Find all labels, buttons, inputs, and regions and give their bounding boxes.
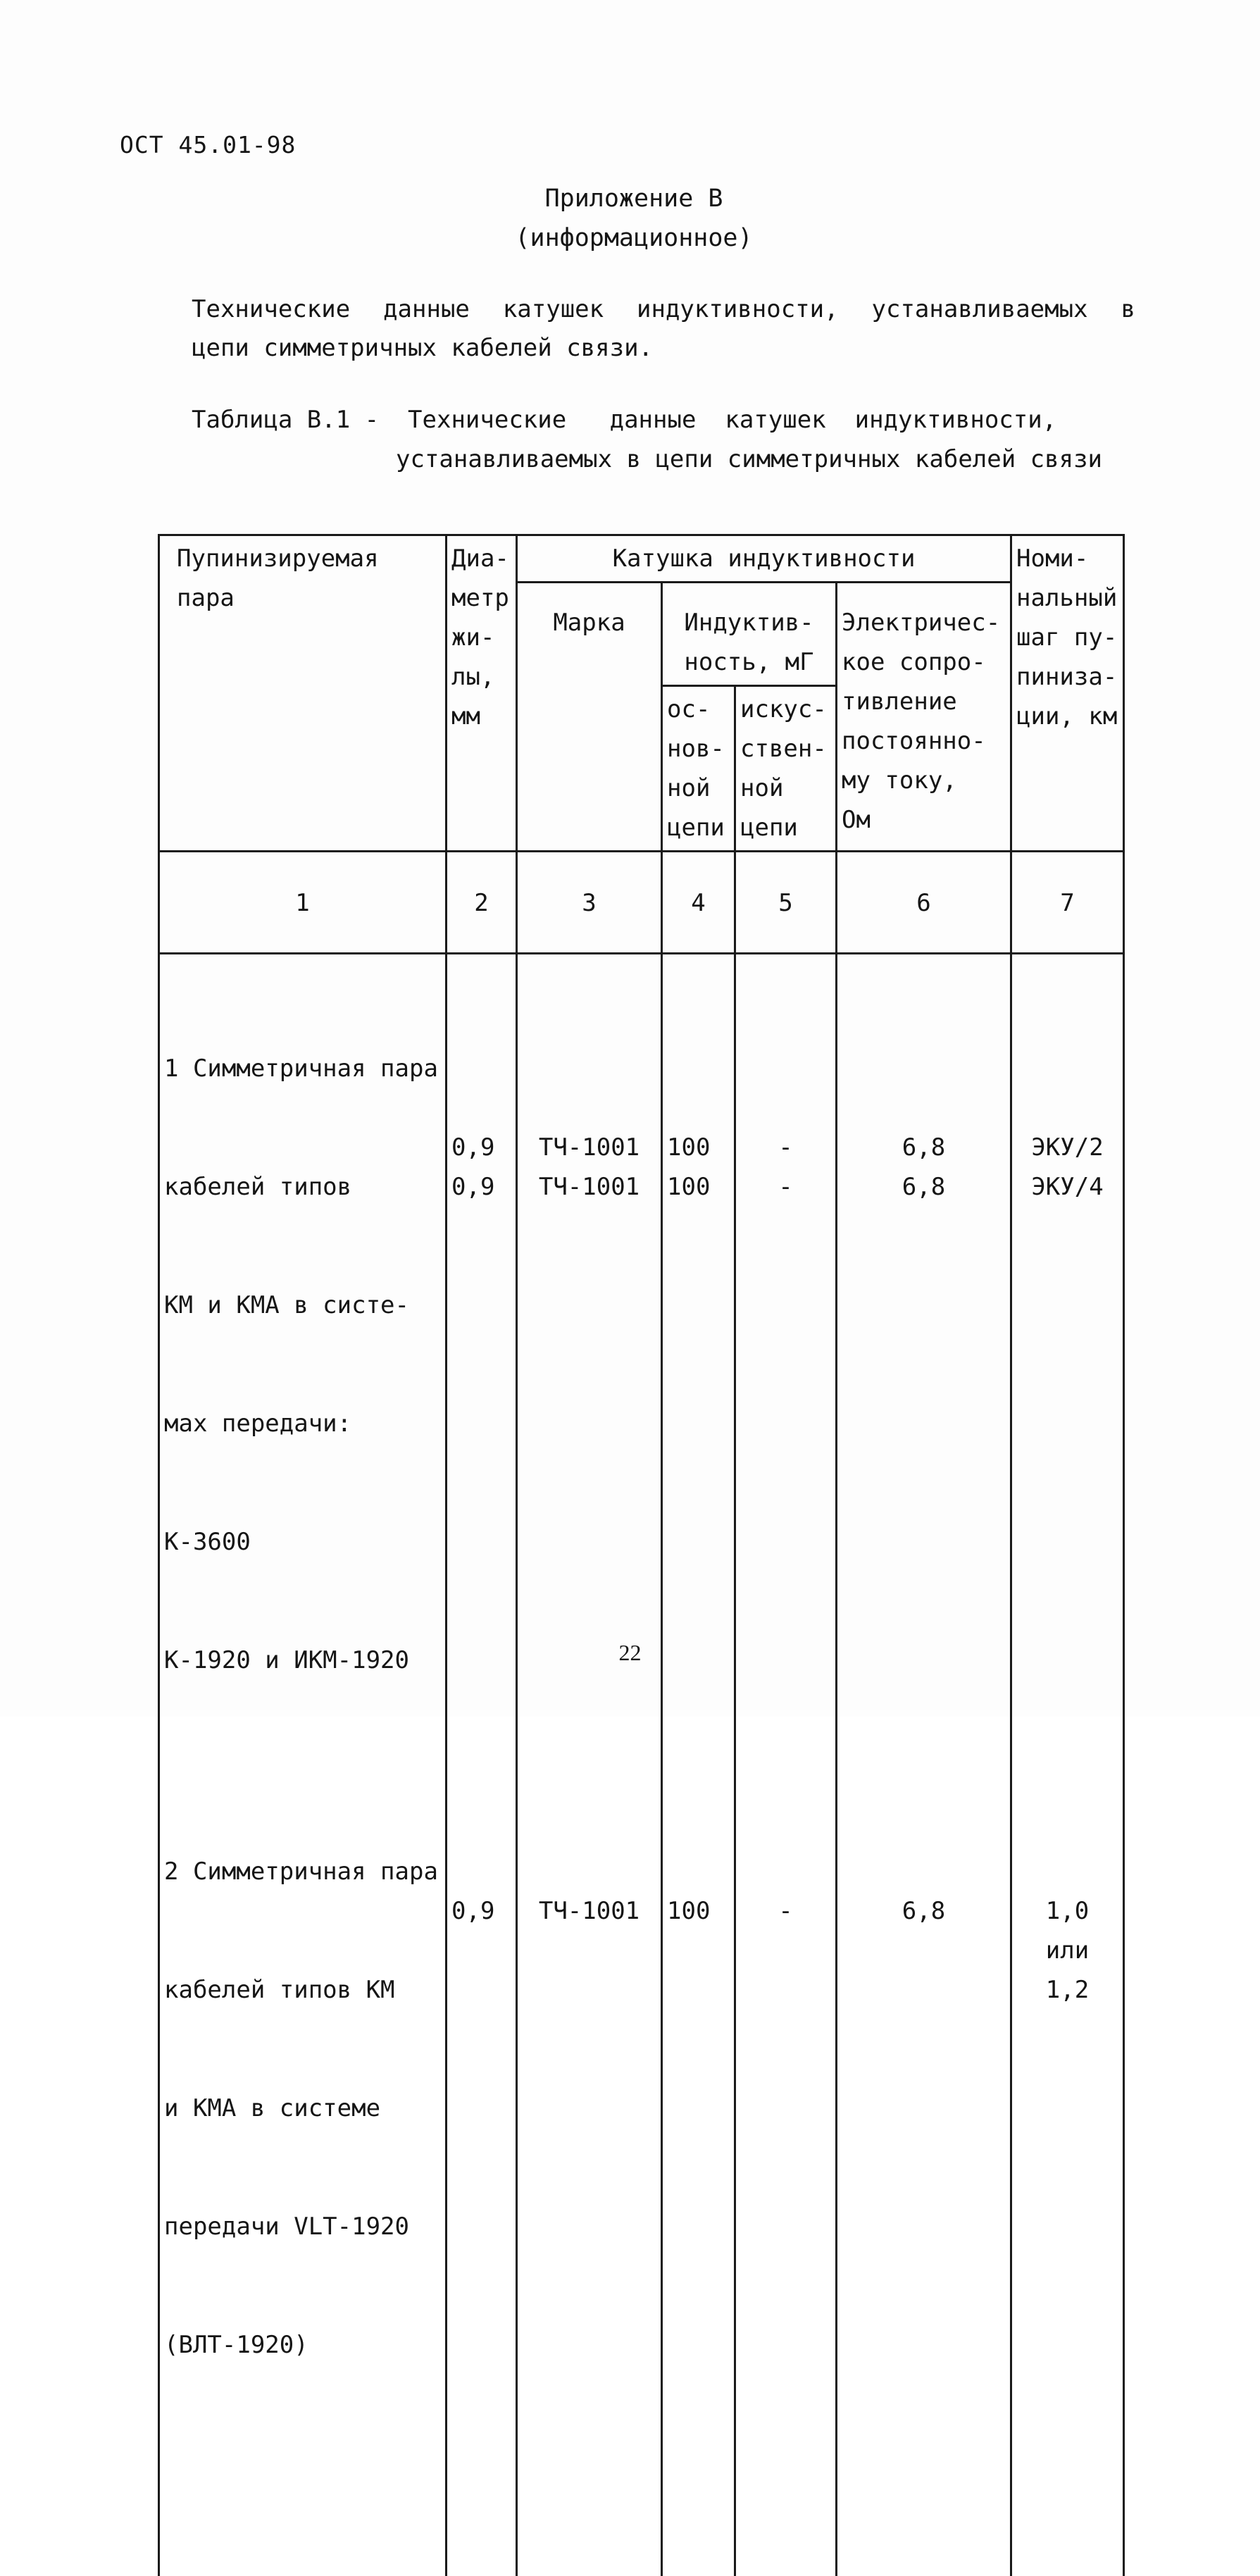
main-inductance-value bbox=[667, 1852, 730, 1891]
artificial-inductance-value bbox=[740, 970, 831, 1009]
table-caption-line-1: Таблица В.1 - Технические данные катушек индуктивности, bbox=[192, 406, 1057, 434]
document-code: ОСТ 45.01-98 bbox=[120, 131, 297, 158]
main-inductance-value: 100 bbox=[667, 1173, 711, 1201]
column-number: 7 bbox=[1011, 852, 1124, 954]
column-number: 4 bbox=[662, 852, 735, 954]
pair-line: и КМА в системе bbox=[164, 2094, 381, 2122]
brand-value bbox=[522, 1970, 656, 2010]
step-value: ЭКУ/2 bbox=[1031, 1133, 1104, 1162]
diameter-value: 0,9 bbox=[451, 1897, 495, 1925]
intro-line-2: цепи симметричных кабелей связи. bbox=[192, 334, 654, 362]
resistance-value bbox=[842, 970, 1006, 1009]
step-value bbox=[1016, 1773, 1118, 1812]
pair-line: передачи VLT-1920 bbox=[164, 2213, 409, 2241]
header-brand: Марка bbox=[517, 583, 662, 852]
spec-table-wrapper bbox=[158, 534, 1123, 2576]
pair-line: мах передачи: bbox=[164, 1410, 352, 1438]
main-inductance-value bbox=[667, 1049, 730, 1088]
pair-line: кабелей типов КМ bbox=[164, 1976, 395, 2004]
step-value bbox=[1016, 970, 1118, 1009]
diameter-value: 0,9 bbox=[451, 1173, 495, 1201]
header-pair: Пупинизируемая пара bbox=[159, 535, 447, 852]
artificial-inductance-value: - bbox=[778, 1133, 793, 1162]
coil-spec-table bbox=[158, 534, 1125, 2576]
diameter-value: 0,9 bbox=[451, 1133, 495, 1162]
main-inductance-value bbox=[667, 1931, 730, 1970]
artificial-inductance-value bbox=[740, 1009, 831, 1049]
column-number-row bbox=[159, 852, 1124, 954]
resistance-value: 6,8 bbox=[902, 1173, 946, 1201]
intro-word: катушек bbox=[502, 295, 604, 323]
resistance-value: 6,8 bbox=[902, 1897, 946, 1925]
resistance-value bbox=[842, 1049, 1006, 1088]
brand-value bbox=[522, 1852, 656, 1891]
diameter-value bbox=[451, 1049, 511, 1088]
brand-value: ТЧ-1001 bbox=[538, 1897, 640, 1925]
step-value bbox=[1016, 1049, 1118, 1088]
table-caption-line-2: устанавливаемых в цепи симметричных кабелей связи bbox=[396, 445, 1103, 473]
pair-line: 1 Симметричная пара bbox=[164, 1054, 438, 1083]
step-value bbox=[1016, 1009, 1118, 1049]
resistance-value bbox=[842, 1812, 1006, 1852]
page-number: 22 bbox=[618, 1640, 642, 1665]
resistance-value bbox=[842, 1852, 1006, 1891]
artificial-inductance-value bbox=[740, 1088, 831, 1128]
resistance-value bbox=[842, 1009, 1006, 1049]
header-main-circuit: ос- нов- ной цепи bbox=[662, 686, 735, 852]
main-inductance-cell bbox=[662, 1773, 735, 2576]
diameter-value bbox=[451, 1088, 511, 1128]
intro-line-1 bbox=[192, 290, 1135, 329]
artificial-inductance-value bbox=[740, 1970, 831, 2010]
main-inductance-value bbox=[667, 1773, 730, 1812]
step-value: 1,0 bbox=[1045, 1897, 1090, 1925]
artificial-inductance-value bbox=[740, 1773, 831, 1812]
artificial-inductance-value bbox=[740, 1852, 831, 1891]
diameter-value bbox=[451, 1009, 511, 1049]
diameter-value bbox=[451, 1852, 511, 1891]
resistance-value bbox=[842, 1773, 1006, 1812]
step-value: или bbox=[1045, 1936, 1090, 1965]
brand-value bbox=[522, 1812, 656, 1852]
artificial-inductance-cell bbox=[735, 1773, 837, 2576]
brand-value bbox=[522, 970, 656, 1009]
diameter-value bbox=[451, 970, 511, 1009]
resistance-value bbox=[842, 1088, 1006, 1128]
main-inductance-value: 100 bbox=[667, 1133, 711, 1162]
intro-word: устанавливаемых bbox=[871, 295, 1088, 323]
artificial-inductance-value: - bbox=[778, 1173, 793, 1201]
diameter-cell bbox=[447, 1773, 517, 2576]
brand-value bbox=[522, 1009, 656, 1049]
header-artificial-circuit: искус- ствен- ной цепи bbox=[735, 686, 837, 852]
pair-line: 2 Симметричная пара bbox=[164, 1858, 438, 1886]
resistance-cell bbox=[837, 1773, 1011, 2576]
step-value bbox=[1016, 1852, 1118, 1891]
diameter-value bbox=[451, 1970, 511, 2010]
artificial-inductance-value bbox=[740, 1931, 831, 1970]
main-inductance-value bbox=[667, 1009, 730, 1049]
column-number: 3 bbox=[517, 852, 662, 954]
main-inductance-value bbox=[667, 1812, 730, 1852]
pair-line: К-1920 и ИКМ-1920 bbox=[164, 1646, 409, 1674]
appendix-heading bbox=[451, 179, 817, 258]
brand-value bbox=[522, 1931, 656, 1970]
pair-line: К-3600 bbox=[164, 1528, 251, 1556]
brand-cell bbox=[517, 1773, 662, 2576]
brand-value: ТЧ-1001 bbox=[538, 1173, 640, 1201]
main-inductance-value: 100 bbox=[667, 1897, 711, 1925]
appendix-title: Приложение В bbox=[544, 185, 723, 213]
table-row bbox=[159, 1773, 1124, 2576]
pair-line bbox=[164, 2444, 441, 2483]
main-inductance-value bbox=[667, 970, 730, 1009]
step-cell bbox=[1011, 1773, 1124, 2576]
brand-value bbox=[522, 1773, 656, 1812]
table-caption bbox=[192, 400, 1135, 479]
diameter-value bbox=[451, 1931, 511, 1970]
column-number: 2 bbox=[447, 852, 517, 954]
step-value: 1,2 bbox=[1045, 1976, 1090, 2004]
main-inductance-value bbox=[667, 1970, 730, 2010]
main-inductance-value bbox=[667, 1088, 730, 1128]
artificial-inductance-value bbox=[740, 1812, 831, 1852]
step-value: ЭКУ/4 bbox=[1031, 1173, 1104, 1201]
step-value bbox=[1016, 1088, 1118, 1128]
column-number: 6 bbox=[837, 852, 1011, 954]
appendix-type: (информационное) bbox=[515, 224, 753, 252]
header-inductance: Индуктив- ность, мГ bbox=[662, 583, 837, 686]
artificial-inductance-value bbox=[740, 1049, 831, 1088]
header-diameter: Диа- метр жи- лы, мм bbox=[447, 535, 517, 852]
brand-value bbox=[522, 1049, 656, 1088]
header-coil: Катушка индуктивности bbox=[517, 535, 1011, 583]
brand-value bbox=[522, 1088, 656, 1128]
resistance-value: 6,8 bbox=[902, 1133, 946, 1162]
intro-word: в bbox=[1121, 295, 1135, 323]
intro-paragraph bbox=[192, 290, 1135, 368]
pair-line: кабелей типов bbox=[164, 1173, 352, 1201]
step-value bbox=[1016, 1812, 1118, 1852]
brand-value: ТЧ-1001 bbox=[538, 1133, 640, 1162]
header-step: Номи- нальный шаг пу- пиниза- ции, км bbox=[1011, 535, 1124, 852]
diameter-value bbox=[451, 1773, 511, 1812]
intro-word: индуктивности, bbox=[637, 295, 839, 323]
column-number: 5 bbox=[735, 852, 837, 954]
diameter-value bbox=[451, 1812, 511, 1852]
pair-line: (ВЛТ-1920) bbox=[164, 2331, 308, 2359]
pair-cell bbox=[159, 1773, 447, 2576]
intro-word: Технические bbox=[192, 295, 351, 323]
column-number: 1 bbox=[159, 852, 447, 954]
artificial-inductance-value: - bbox=[778, 1897, 793, 1925]
pair-line: КМ и КМА в систе- bbox=[164, 1291, 409, 1319]
resistance-value bbox=[842, 1970, 1006, 2010]
header-resistance: Электричес- кое сопро- тивление постоянно- му току, Ом bbox=[837, 583, 1011, 852]
intro-word: данные bbox=[383, 295, 470, 323]
resistance-value bbox=[842, 1931, 1006, 1970]
